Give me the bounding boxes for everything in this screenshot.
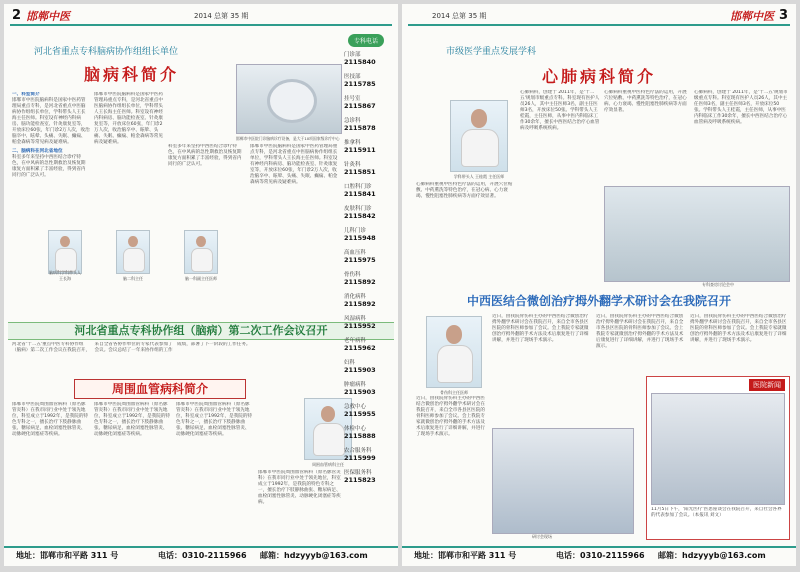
portrait-caption: 脑一科副主任医师 xyxy=(185,276,217,281)
phone-number: 2115911 xyxy=(344,146,376,154)
xf-body-col4: 心肺病科重视中医特色疗法的运用，开展穴位贴敷、中药熏洗等特色治疗，在冠心病、心力衰竭、慢性阻塞性肺疾病等方面疗效显著。 xyxy=(416,182,513,199)
phone-entry xyxy=(344,138,386,160)
pv-body-col1: 邯郸市中医院周围血管病科（原名脉管炎科）在我市同行业中处于领先地位，科室成立于1992年，是我院的特色专科之一，擅长治疗下肢静脉曲张、糖尿病足、血栓闭塞性脉管炎、动脉硬化闭塞症等疾病。 xyxy=(12,402,89,437)
phone-entry xyxy=(344,248,386,270)
dept-label: 骨伤科 xyxy=(344,272,361,278)
dept-label: 风湿病科 xyxy=(344,316,367,322)
ortho-doctor-portrait xyxy=(426,316,482,395)
page-header xyxy=(402,4,796,40)
phone-entry xyxy=(344,50,386,72)
phone-number: 2115892 xyxy=(344,300,376,308)
dept-label: 医技部 xyxy=(344,74,361,80)
paragraph: 科室多年来坚持中西医结合诊疗特色，在中风病的急性期救治及恢复期康复方面积累了丰富经验，得到省内同行的广泛认可。 xyxy=(12,155,86,178)
phone-number: 2115955 xyxy=(344,410,376,418)
dept-label: 口腔科门诊 xyxy=(344,184,372,190)
phone-number: 2115840 xyxy=(344,58,376,66)
phone-entry xyxy=(344,72,386,94)
phone-entry xyxy=(344,314,386,336)
footer-email: 邮箱：hdzyyyb@163.com xyxy=(658,551,766,560)
xf-body-col2: 心肺病科重视中医特色疗法的运用，开展穴位贴敷、中药熏洗等特色治疗，在冠心病、心力衰竭、慢性阻塞性肺疾病等方面疗效显著。 xyxy=(604,90,687,113)
phone-entry xyxy=(344,424,386,446)
phone-number: 2115867 xyxy=(344,102,376,110)
phone-entry xyxy=(344,380,386,402)
phone-number: 2115903 xyxy=(344,366,376,374)
phone-number: 2115999 xyxy=(344,454,376,462)
phone-number: 2115952 xyxy=(344,322,376,330)
dept-label: 高血压科 xyxy=(344,250,367,256)
phone-number: 2115841 xyxy=(344,190,376,198)
phone-number: 2115948 xyxy=(344,234,376,242)
meeting-banner xyxy=(8,322,394,340)
news-body: 11月5日下午，'阳光医疗'医患座谈会在我院召开，来自社会各界的代表参加了会议。（本报讯 刘文） xyxy=(651,507,782,518)
page-number: 2 xyxy=(12,8,22,23)
phone-entry xyxy=(344,358,386,380)
dept-label: 门诊部 xyxy=(344,52,361,58)
section-title-box xyxy=(74,379,246,399)
masthead-brand: 邯郸中医 xyxy=(26,10,70,23)
phone-number: 2115851 xyxy=(344,168,376,176)
phone-entry xyxy=(344,116,386,138)
page-number: 3 xyxy=(778,8,788,23)
dept-label: 医保服务科 xyxy=(344,470,372,476)
dept-label: 推拿科 xyxy=(344,140,361,146)
article-title: 中西医结合微创治疗拇外翻学术研讨会在我院召开 xyxy=(466,294,731,308)
xf-body-col1: 心肺病科，创建于 2011年，是'十二五'规划市级重点专科。科室现有医护人员26人，其中主任医师3名，副主任医师3名，开放床位50张。学科带头人王桂霞，主任医师，从事中医内科临床工作30余年，擅长中西医结合治疗心血管病及呼吸系统疾病。 xyxy=(520,90,600,131)
hospital-news-box xyxy=(646,376,790,540)
footer-phone: 电话：0310-2115966 xyxy=(158,551,247,560)
dept-label: 儿科门诊 xyxy=(344,228,367,234)
footer-address: 地址：邯郸市和平路 311 号 xyxy=(414,551,517,560)
photo-caption: 专科查房讨论会中 xyxy=(702,282,734,287)
phone-entry xyxy=(344,336,386,358)
dept-label: 挂号室 xyxy=(344,96,361,102)
phone-number: 2115823 xyxy=(344,476,376,484)
portrait-caption: 脑病科学科带头人 王长海 xyxy=(49,270,81,281)
banner-headline: 河北省重点专科协作组（脑病）第二次工作会议召开 xyxy=(74,324,328,337)
dept-label: 急诊科 xyxy=(344,118,361,124)
phone-number: 2115892 xyxy=(344,278,376,286)
phone-entry xyxy=(344,160,386,182)
dept-label: 老年病科 xyxy=(344,338,367,344)
sym-body-col1: 近日，由我院骨伤科主办的中西医结合微创治疗拇外翻学术研讨会在我院召开，来自全市各县区医院的骨科医师参加了会议。会上我院专家就微创治疗拇外翻的手术方法及术后康复进行了详细讲解，并进行了现场手术演示。 xyxy=(492,314,589,343)
header-rule xyxy=(10,24,392,26)
phone-number: 2115878 xyxy=(344,124,376,132)
article-title: 周围血管病科简介 xyxy=(111,382,208,396)
dept-label: 皮肤科门诊 xyxy=(344,206,372,212)
sym-body-col3: 近日，由我院骨伤科主办的中西医结合微创治疗拇外翻学术研讨会在我院召开，来自全市各县区医院的骨科医师参加了会议。会上我院专家就微创治疗拇外翻的手术方法及术后康复进行了详细讲解，并进行了现场手术演示。 xyxy=(690,314,787,343)
pv-body-col4: 邯郸市中医院周围血管病科（原名脉管炎科）在我市同行业中处于领先地位，科室成立于1992年，是我院的特色专科之一，擅长治疗下肢静脉曲张、糖尿病足、血栓闭塞性脉管炎、动脉硬化闭塞症等疾病。 xyxy=(258,470,341,505)
subheading: 一、科室简介 xyxy=(12,92,40,97)
portrait-2 xyxy=(116,230,150,281)
portrait-caption: 脑二科主任 xyxy=(123,276,143,281)
banner-body: 河北省'十二五'重点中医专科协作组（脑病）第二次工作会议在我院召开，来自全省各协作单位的专家代表参加了会议。会议总结了一年来协作组的工作成绩，部署了下一阶段的工作任务。 xyxy=(12,342,251,353)
issue-label: 2014 总第 35 期 xyxy=(194,12,249,20)
equipment-photo xyxy=(236,64,342,134)
phone-entry xyxy=(344,292,386,314)
scanner-shape xyxy=(267,79,317,123)
lead-doctor-portrait xyxy=(450,100,508,179)
footer-phone: 电话：0310-2115966 xyxy=(556,551,645,560)
photo-caption: 邯郸市中医院门诊脑病诊疗设备，是大于10项国家级诊疗中心 xyxy=(236,136,340,141)
section-tag: 河北省重点专科脑病协作组组长单位 xyxy=(34,47,179,57)
article-body-col3: 科室多年来坚持中西医结合诊疗特色，在中风病的急性期救治及恢复期康复方面积累了丰富经验，得到省内同行的广泛认可。 xyxy=(168,144,242,167)
phone-entry xyxy=(344,468,386,490)
dept-label: 体检中心 xyxy=(344,426,367,432)
page-header xyxy=(4,4,398,40)
dept-label: 针灸科 xyxy=(344,162,361,168)
masthead-brand: 邯郸中医 xyxy=(730,10,774,23)
article-title: 脑病科简介 xyxy=(84,65,180,84)
photo-caption: 研讨会现场 xyxy=(532,534,552,539)
phone-entry xyxy=(344,270,386,292)
ward-round-photo xyxy=(604,186,790,282)
phone-entry xyxy=(344,182,386,204)
dept-label: 妇科 xyxy=(344,360,356,366)
pv-body-col3: 邯郸市中医院周围血管病科（原名脉管炎科）在我市同行业中处于领先地位，科室成立于1992年，是我院的特色专科之一，擅长治疗下肢静脉曲张、糖尿病足、血栓闭塞性脉管炎、动脉硬化闭塞症等疾病。 xyxy=(176,402,253,437)
symposium-photo xyxy=(492,428,634,534)
article-body-col4: 邯郸市中医院脑病科是国家中医药管理局重点专科，是河北省重点中医脑病协作组组长单位，学科带头人王长海主任医师。科室设有神经内科病房、脑功能检查室、针灸康复室等，开放床位60张，年门诊2万人次，收治脑卒中、眩晕、头痛、失眠、癫痫、帕金森病等常见病及疑难病。 xyxy=(250,144,338,185)
pv-body-col2: 邯郸市中医院周围血管病科（原名脉管炎科）在我市同行业中处于领先地位，科室成立于1992年，是我院的特色专科之一，擅长治疗下肢静脉曲张、糖尿病足、血栓闭塞性脉管炎、动脉硬化闭塞症等疾病。 xyxy=(94,402,171,437)
portrait-1 xyxy=(48,230,82,281)
news-photo xyxy=(651,393,785,505)
phone-number: 2115888 xyxy=(344,432,376,440)
phone-entry xyxy=(344,226,386,248)
paragraph: 邯郸市中医院脑病科是国家中医药管理局重点专科，是河北省重点中医脑病协作组组长单位，学科带头人王长海主任医师。科室设有神经内科病房、脑功能检查室、针灸康复室等，开放床位60张，年门诊2万人次，收治脑卒中、眩晕、头痛、失眠、癫痫、帕金森病等常见病及疑难病。 xyxy=(12,98,90,145)
page-2 xyxy=(4,4,398,566)
footer-email: 邮箱：hdzyyyb@163.com xyxy=(260,551,368,560)
phone-number: 2115785 xyxy=(344,80,376,88)
phone-number: 2115903 xyxy=(344,388,376,396)
portrait-caption: 周围血管病科主任 xyxy=(312,462,344,467)
subheading: 二、脑病科在河北省地位 xyxy=(12,149,63,154)
phone-number: 2115975 xyxy=(344,256,376,264)
issue-label: 2014 总第 35 期 xyxy=(432,12,487,20)
portrait-caption: 骨伤科主任医师 xyxy=(440,390,468,395)
sym-body-col4: 近日，由我院骨伤科主办的中西医结合微创治疗拇外翻学术研讨会在我院召开，来自全市各县区医院的骨科医师参加了会议。会上我院专家就微创治疗拇外翻的手术方法及术后康复进行了详细讲解，并进行了现场手术演示。 xyxy=(416,396,485,437)
phone-list-tag: 专科电话 xyxy=(348,34,384,47)
sym-body-col2: 近日，由我院骨伤科主办的中西医结合微创治疗拇外翻学术研讨会在我院召开，来自全市各县区医院的骨科医师参加了会议。会上我院专家就微创治疗拇外翻的手术方法及术后康复进行了详细讲解，并进行了现场手术演示。 xyxy=(596,314,684,349)
phone-entry xyxy=(344,94,386,116)
dept-label: 消化病科 xyxy=(344,294,367,300)
page-footer xyxy=(4,546,398,566)
article-body-col2: 邯郸市中医院脑病科是国家中医药管理局重点专科，是河北省重点中医脑病协作组组长单位，学科带头人王长海主任医师。科室设有神经内科病房、脑功能检查室、针灸康复室等，开放床位60张，年门诊2万人次，收治脑卒中、眩晕、头痛、失眠、癫痫、帕金森病等常见病及疑难病。 xyxy=(94,92,163,145)
news-header: 医院新闻 xyxy=(749,379,785,391)
phone-directory xyxy=(344,50,386,490)
footer-address: 地址：邯郸市和平路 311 号 xyxy=(16,551,119,560)
dept-label: 农合服务科 xyxy=(344,448,372,454)
article-body-col1 xyxy=(12,92,90,232)
article-title: 心肺病科简介 xyxy=(542,67,657,86)
phone-entry xyxy=(344,446,386,468)
xf-body-col3: 心肺病科，创建于 2011年，是'十二五'规划市级重点专科。科室现有医护人员26人，其中主任医师3名，副主任医师3名，开放床位50张。学科带头人王桂霞，主任医师，从事中医内科临床工作30余年，擅长中西医结合治疗心血管病及呼吸系统疾病。 xyxy=(694,90,788,125)
dept-label: 急救中心 xyxy=(344,404,367,410)
dept-label: 肿瘤病科 xyxy=(344,382,367,388)
portrait-caption: 学科带头人 王桂霞 主任医师 xyxy=(453,174,505,179)
phone-number: 2115962 xyxy=(344,344,376,352)
phone-number: 2115842 xyxy=(344,212,376,220)
phone-entry xyxy=(344,204,386,226)
portrait-3 xyxy=(184,230,218,281)
section-tag: 市级医学重点发展学科 xyxy=(446,47,537,57)
page-footer xyxy=(402,546,796,566)
page-3 xyxy=(402,4,796,566)
header-rule xyxy=(408,24,790,26)
phone-entry xyxy=(344,402,386,424)
